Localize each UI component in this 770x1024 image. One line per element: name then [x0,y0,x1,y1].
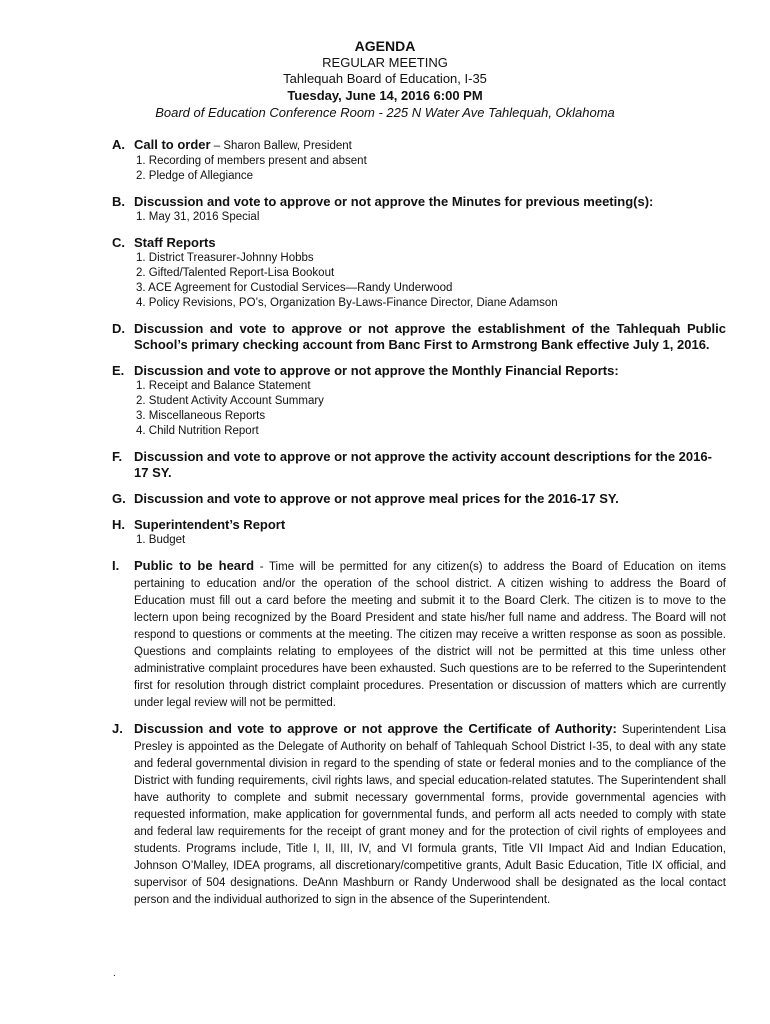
section-letter: D. [112,321,125,336]
section-title: Discussion and vote to approve or not approve the Minutes for previous meeting(s): [134,194,654,209]
section-f [112,449,726,481]
list-item: 1. Receipt and Balance Statement [136,380,311,392]
section-letter: G. [112,491,126,506]
list-item: 1. District Treasurer-Johnny Hobbs [136,252,314,264]
section-text: - Time will be permitted for any citizen(s) to address the Board of Education on items pertaining to education and/or the operation of the school district. A citizen wishing to address the Board of Education must fill out a card before the meeting and submit it to the Board Clerk. The citizen is to move to the lectern upon being recognized by the Board President and state his/her full name and address. The Board will not respond to questions or comments at the meeting. The citizen may receive a written response as soon as possible. Questions and complaints relating to employees of the district will not be permitted at this time unless other administrative complaint procedures have been exhausted. Such questions are to be referred to the Superintendent first for resolution through district complaint procedures. Presentation or discussion of matters which are currently under legal review will not be permitted. [134,561,726,709]
section-title: Public to be heard [134,558,255,573]
list-item: 3. Miscellaneous Reports [136,410,266,422]
section-j [112,721,726,908]
section-letter: F. [112,449,123,464]
section-letter: J. [112,721,123,736]
section-e [112,363,726,439]
section-title: Discussion and vote to approve or not approve the Monthly Financial Reports: [134,363,619,378]
section-h [112,517,726,548]
page-title: AGENDA [354,38,416,54]
section-title: Staff Reports [134,235,216,250]
section-g [112,491,726,507]
section-items [112,533,726,548]
list-item: 3. ACE Agreement for Custodial Services—Randy Underwood [136,282,453,294]
section-title: Call to order [134,137,211,152]
section-letter: C. [112,235,125,250]
list-item: 2. Student Activity Account Summary [136,395,324,407]
section-letter: I. [112,558,120,573]
board-name: Tahlequah Board of Education, I-35 [283,71,487,86]
section-title: Discussion and vote to approve or not approve the Certificate of Authority: [134,721,617,736]
section-i [112,558,726,711]
meeting-datetime: Tuesday, June 14, 2016 6:00 PM [287,88,483,103]
list-item: 1. Recording of members present and absent [136,155,367,167]
list-item: 1. Budget [136,534,186,546]
section-text: Superintendent Lisa Presley is appointed as the Delegate of Authority on behalf of Tahlequah School District I-35, to deal with any state and federal governmental division in regard to the spending of state or federal monies and to the compliance of the District with funding requirements, civil rights laws, and special education-related statutes. The Superintendent shall have authority to complete and submit necessary governmental forms, provide governmental agencies with requested information, make application for governmental funds, and perform all acts needed to comply with state and federal law requirements for the receipt of grant money and for the protection of civil rights of employees and students. Programs include, Title I, II, III, IV, and VI formula grants, Title VII Impact Aid and Indian Education, Johnson O’Malley, IDEA programs, all discretionary/competitive grants, Adult Basic Education, Title IX official, and supervisor of 504 designations. DeAnn Mashburn or Randy Underwood shall be designated as the local contact person and the individual authorized to sign in the absence of the Superintendent. [134,724,726,906]
section-items [112,251,726,311]
agenda-header [0,38,770,121]
section-note: – Sharon Ballew, President [210,140,352,152]
list-item: 2. Pledge of Allegiance [136,170,254,182]
section-title: Discussion and vote to approve or not approve the activity account descriptions for the 2016-17 SY. [134,449,712,480]
section-a [112,137,726,184]
footer-mark: . [113,968,116,979]
list-item: 2. Gifted/Talented Report-Lisa Bookout [136,267,335,279]
section-items [112,154,726,184]
list-item: 1. May 31, 2016 Special [136,211,260,223]
section-items [112,379,726,439]
list-item: 4. Child Nutrition Report [136,425,259,437]
agenda-sections [112,137,726,918]
section-letter: B. [112,194,125,209]
section-d [112,321,726,353]
section-title: Superintendent’s Report [134,517,286,532]
section-title: Discussion and vote to approve or not approve meal prices for the 2016-17 SY. [134,491,619,506]
meeting-type: REGULAR MEETING [322,55,448,70]
section-letter: H. [112,517,125,532]
section-title: Discussion and vote to approve or not approve the establishment of the Tahlequah Public School’s primary checking account from Banc First to Armstrong Bank effective July 1, 2016. [134,321,726,352]
section-items [112,210,726,225]
list-item: 4. Policy Revisions, PO’s, Organization By-Laws-Finance Director, Diane Adamson [136,297,558,309]
section-c [112,235,726,311]
section-letter: A. [112,137,125,152]
meeting-location: Board of Education Conference Room - 225 N Water Ave Tahlequah, Oklahoma [155,105,615,120]
section-letter: E. [112,363,125,378]
section-b [112,194,726,225]
